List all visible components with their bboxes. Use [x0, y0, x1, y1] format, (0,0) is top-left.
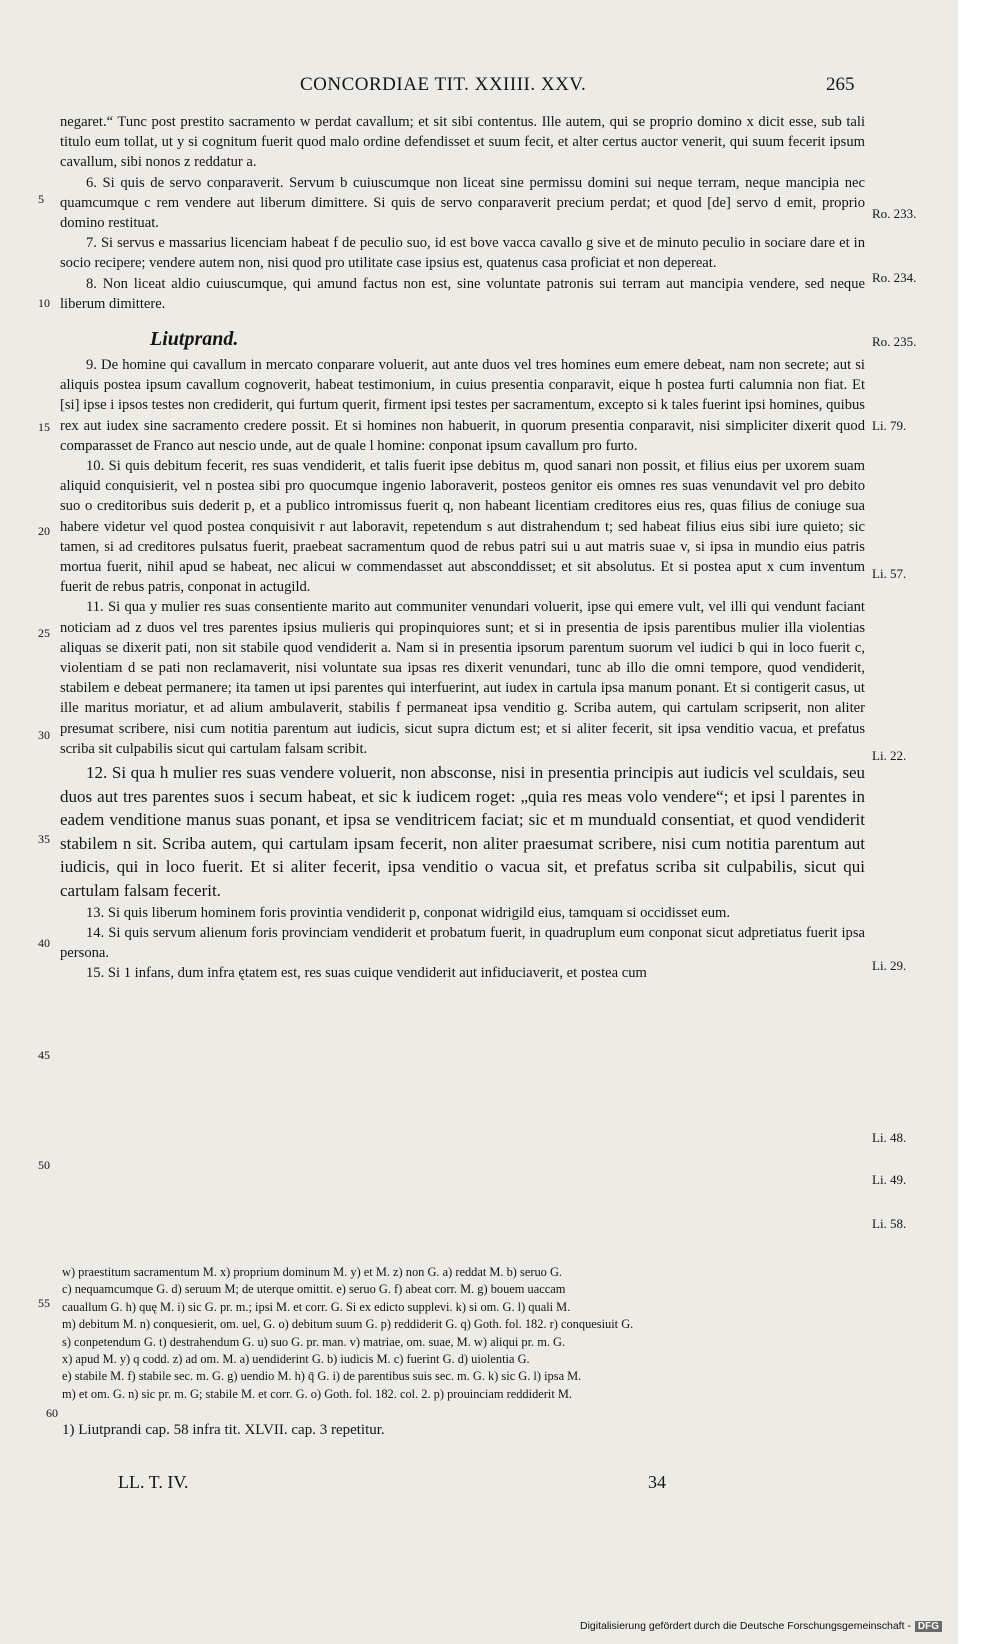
line-number: 45 [38, 1048, 50, 1062]
footnote-line: w) praestitum sacramentum M. x) proprium dominum M. y) et M. z) non G. a) reddat M. b) seruo G. [62, 1265, 562, 1279]
side-note: Ro. 234. [872, 270, 917, 285]
footnote-line: cauallum G. h) quę M. i) sic G. pr. m.; ipsi M. et corr. G. Si ex edicto supplevi. k) si om. G. l) quali M. [62, 1299, 571, 1314]
main-text [60, 112, 865, 983]
paragraph: 14. Si quis servum alienum foris provinciam vendiderit et probatum fuerit, in quadruplum eum conponat sicut adpretiatus fuerit ipsa persona. [60, 924, 865, 962]
footnote-line: x) apud M. y) q codd. z) ad om. M. a) uendiderint G. b) iudicis M. c) fuerint G. d) uiolentia G. [62, 1352, 530, 1367]
side-note: Li. 49. [872, 1172, 907, 1187]
paragraph: 8. Non liceat aldio cuiuscumque, qui amund factus non est, sine voluntate patronis sui terram aut mancipia vendere, sed neque liberum dimittere. [60, 275, 865, 312]
side-note: Li. 29. [872, 958, 907, 973]
paragraph: 13. Si quis liberum hominem foris provintia vendiderit p, conponat widrigild eius, tamquam si occidisset eum. [86, 904, 731, 921]
side-note: Li. 22. [872, 748, 907, 763]
paragraph: 10. Si quis debitum fecerit, res suas vendiderit, et talis fuerit ipse debitus m, quod sanari non possit, et filius eius per uxorem suam aliquid conquisierit, vel n postea sibi pro quocumque ingenio laboraverit, posteos genitor eis omnes res suas venundavit vel pro debito suo o creditoribus suis dederit p, et a publico intromissus fuerit q, non habeant licentiam creditores eius res, quas filius de coniuge sua habere videtur vel quod postea conquisivit r aut laboravit, repetendum s aut distrahendum t; sed habeat filius eius sibi iure quieto; sic tamen, si ad creditores pulsatus fuerit, praebeat sacramentum quod de rebus patri sui u aut matris suae v, si ipsa in mundio eius patris mortua fuerit, nihil apud se habeat, nec alicui w commendasset aut absconddisset; et sit absolutus. Et si postea aput x cum inventum fuerit de rebus patris, conponat in actugild. [60, 458, 865, 596]
sheet-number: 34 [648, 1472, 666, 1492]
side-note: Li. 57. [872, 566, 907, 581]
side-note: Ro. 233. [872, 206, 917, 221]
dfg-logo: DFG [915, 1621, 942, 1632]
line-number: 50 [38, 1158, 50, 1172]
credit-text: Digitalisierung gefördert durch die Deutsche Forschungsgemeinschaft - [580, 1620, 911, 1632]
side-note: Li. 79. [872, 418, 907, 433]
side-note: Li. 58. [872, 1216, 907, 1231]
side-note: Ro. 235. [872, 334, 917, 349]
footnote-line: s) conpetendum G. t) destrahendum G. u) suo G. pr. man. v) matriae, om. suae, M. w) aliqui pr. m. G. [62, 1334, 566, 1349]
page-number: 265 [826, 74, 855, 95]
section-heading: Liutprand. [150, 328, 239, 351]
line-number: 30 [38, 728, 50, 742]
line-number: 20 [38, 524, 50, 538]
paragraph: 6. Si quis de servo conparaverit. Servum b cuiuscumque non liceat sine permissu domini sui neque terram, neque mancipia nec quamcumque c rem vendere aut liberum dimittere. Si quis de servo conparaverit precium perdat; et quod [de] servo d emit, proprio domino restituat. [60, 174, 865, 232]
footnotes [62, 1264, 862, 1403]
editorial-footnote: 1) Liutprandi cap. 58 infra tit. XLVII. cap. 3 repetitur. [62, 1422, 385, 1438]
paragraph: 12. Si qua h mulier res suas vendere voluerit, non absconse, nisi in presentia principis aut iudicis vel sculdais, seu duos aut tres parentes suos i secum habeat, et sic k iudicem roget: „quia res meas volo vendere“; et ipsi l parentes in eadem venditione manus suas ponant, et ipsa se venditricem faciat; sic et m munduald consentiat, et quod vendiderit stabilem n sit. Scriba autem, qui cartulam ipsam fecerit, non aliter praesumat scribere, nisi cum notitia parentum aut iudicis, qui in loco fuerit. Et si aliter fecerit, ipsa venditio o vacua sit, et prefatus scriba sit culpabilis, sicut qui cartulam falsam fecerit. [60, 763, 865, 901]
line-number: 55 [38, 1296, 50, 1310]
footnote-line: m) debitum M. n) conquesierit, om. uel, G. o) debitum suum G. p) reddiderit G. q) Goth. fol. 182. r) conquesiuit G. [62, 1317, 634, 1332]
line-number: 25 [38, 626, 50, 640]
footnote-line: c) nequamcumque G. d) seruum M; de uterque omittit. e) seruo G. f) abeat corr. M. g) bouem uaccam [62, 1282, 566, 1297]
footnote-line: e) stabile M. f) stabile sec. m. G. g) uendio M. h) q̄ G. i) de parentibus suis sec. m. G. k) sic G. l) ipsa M. [62, 1369, 582, 1384]
side-note: Li. 48. [872, 1130, 907, 1145]
signature-mark: LL. T. IV. [118, 1472, 189, 1492]
paragraph: 11. Si qua y mulier res suas consentiente marito aut communiter venundari voluerit, ipse qui emere vult, vel illi qui vendunt faciant noticiam ad z duos vel tres parentes ipsius mulieris qui propinquiores sunt; et si in presentia de ipsis parentibus mulier illa violentias aliquas se dixerit pati, non sit stabile quod vendiderit a. Nam si in presentia ipsorum parentum suorum vel iudici b qui in loco fuerit c, violentiam d se pati non reclamaverit, nisi voluntate sua ipsas res dixerit venundari, tunc ab illo die omni tempore, quod vendiderit, stabilem e debeat permanere; ita tamen ut ipsi parentes qui interfuerint, aut iudex in cartula ipsa manum ponant. Et si contigerit casus, ut ille maritus moriatur, et ad alium ambulaverit, stabilis f permaneat ipsa venditio g. Scriba autem, qui cartulam scripserit, non aliter presumat scribere, nisi cum notitia parentum aut iudicis, sicut supra dictum est; et si aliter fecerit, sit ipsa venditio vacua, et prefatus scriba sit culpabilis sicut qui cartulam falsam scribit. [60, 599, 865, 757]
running-title: CONCORDIAE TIT. XXIIII. XXV. [300, 74, 587, 95]
line-number: 10 [38, 296, 50, 310]
line-number: 40 [38, 936, 50, 950]
paragraph: 9. De homine qui cavallum in mercato conparare voluerit, aut ante duos vel tres homines eum emere debeat, nam non secrete; aut si aliquis postea ipsum cavallum cognoverit, habeat testimonium, in cuius presentia conparavit, eique h postea furti calumnia non fiat. Et [si] ipse i ipsos testes non crediderit, qui furtum querit, firment ipsi testes per sacramentum, excepto si k tales fuerint ipsi homines, quibus rex aut iudex sine sacramento credere possit. Et si homines non habuerit, in quorum presentia conparavit, nisi simpliciter dixerit quod comparasset de Franco aut nescio unde, aut de quale l homine: conponat ipsum cavallum pro furto. [60, 357, 865, 454]
footnote-line: m) et om. G. n) sic pr. m. G; stabile M. et corr. G. o) Goth. fol. 182. col. 2. p) prouinciam reddiderit M. [62, 1386, 572, 1401]
line-number: 35 [38, 832, 50, 846]
line-number: 5 [38, 192, 44, 206]
line-number: 15 [38, 420, 50, 434]
digitization-credit [580, 1620, 942, 1632]
paragraph: 15. Si 1 infans, dum infra ętatem est, res suas cuique vendiderit aut infiduciaverit, et postea cum [86, 965, 647, 982]
line-number: 60 [46, 1406, 58, 1420]
paragraph: negaret.“ Tunc post prestito sacramento w perdat cavallum; et sit sibi contentus. Ille autem, qui se proprio domino x dicit esse, sub tali titulo eum tollat, ut y si cognitum fuerit quod malo ordine defendisset et suum fecit, et alter certus auctor venerit, qui suum fecerit ipsum cavallum, sibi nonos z reddatur a. [60, 114, 865, 171]
running-header [0, 74, 958, 102]
paragraph: 7. Si servus e massarius licenciam habeat f de peculio suo, id est bove vacca cavallo g sive et de minuto peculio in sociare dare et in socio recipere; vendere autem non, nisi quod pro utilitate case ipsius est, quatenus casa proficiat et non depereat. [60, 235, 865, 272]
